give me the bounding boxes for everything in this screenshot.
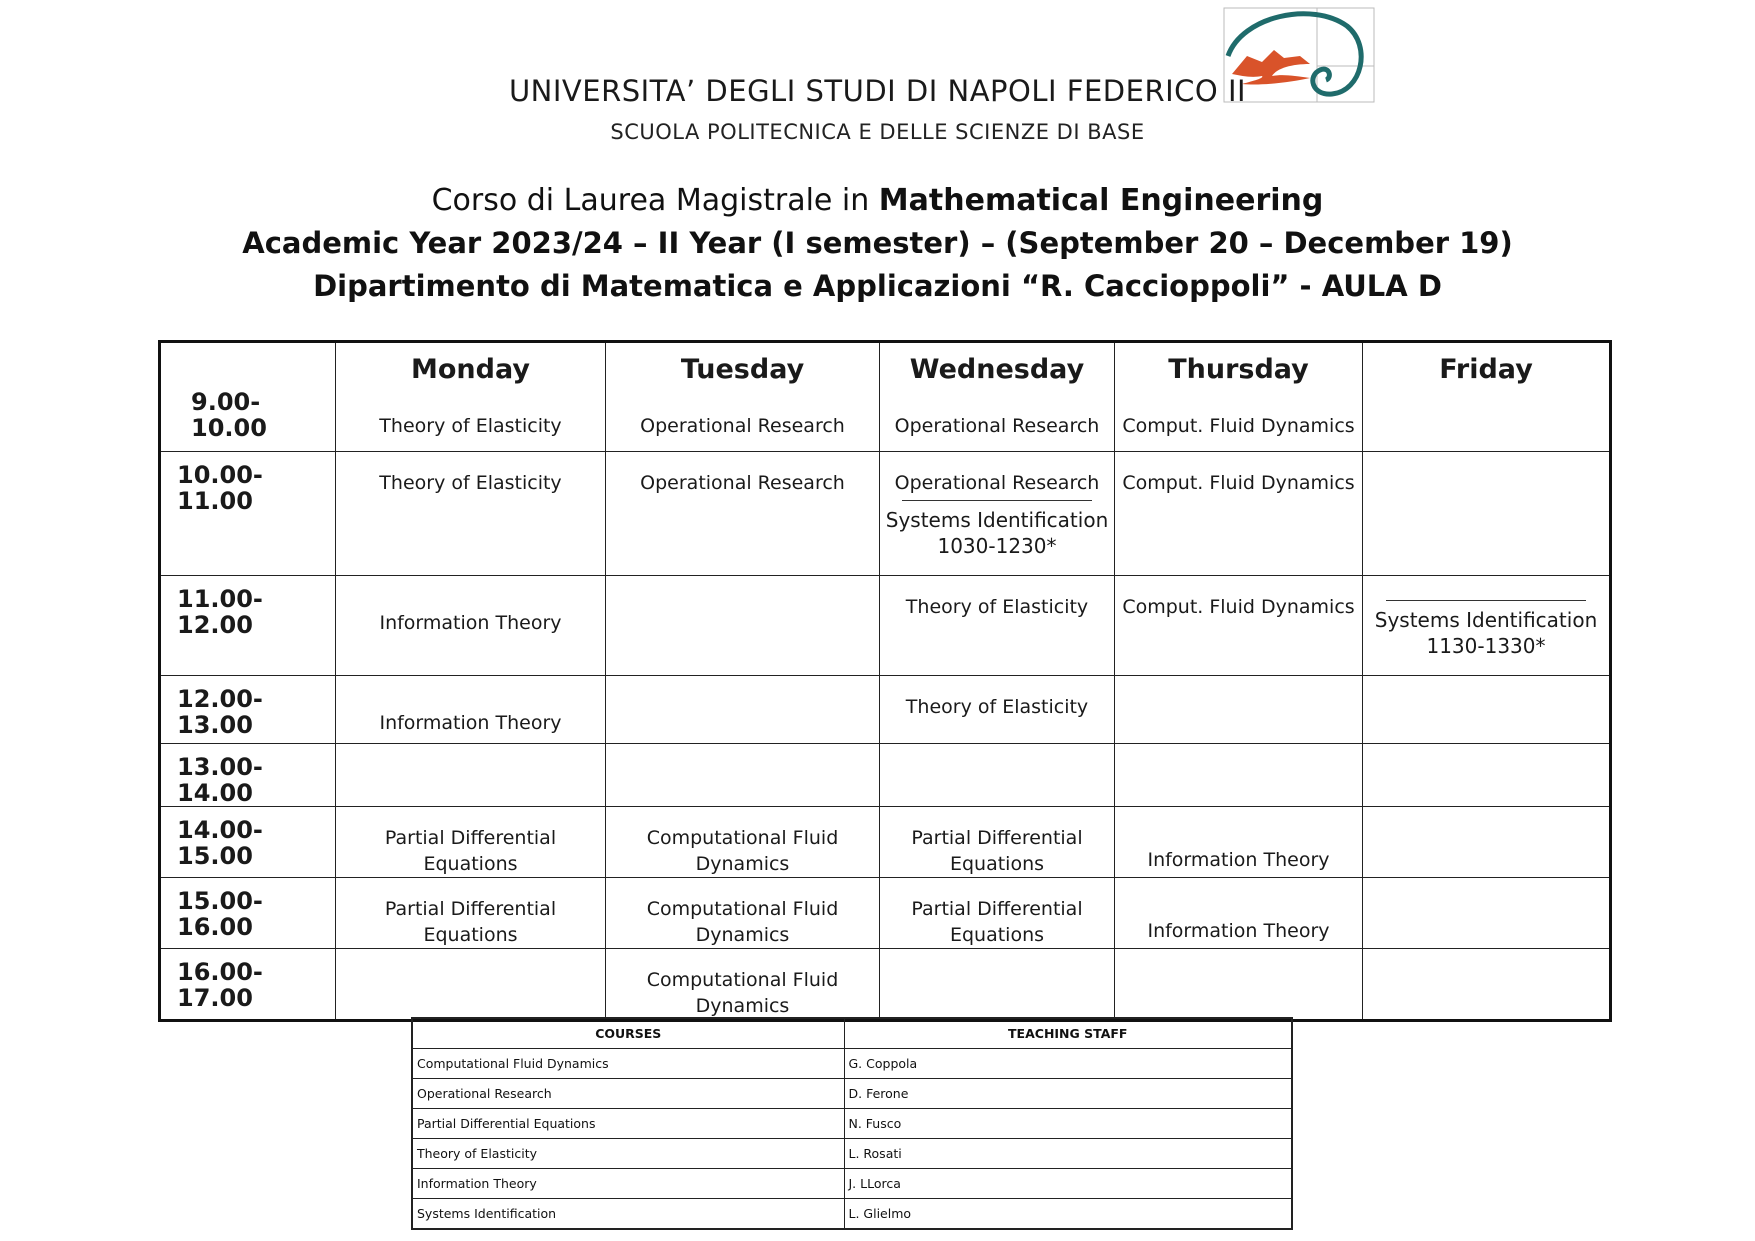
staff-row [412,1109,1292,1139]
schedule-cell-monday [336,744,606,807]
schedule-cell-monday [336,949,606,1021]
teacher-name-cell: J. LLorca [844,1169,1292,1199]
day-header-thursday: Thursday [1168,354,1309,385]
schedule-cell-friday [1363,342,1611,452]
schedule-cell-wednesday [880,807,1115,878]
schedule-cell-tuesday [606,949,880,1021]
schedule-cell-friday [1363,878,1611,949]
course-name-cell: Theory of Elasticity [412,1139,844,1169]
course-entry: 1130-1330* [1426,634,1546,658]
course-entry: Dynamics [695,995,790,1017]
school-name: SCUOLA POLITECNICA E DELLE SCIENZE DI BASE [610,120,1145,144]
schedule-row [160,744,1611,807]
schedule-cell-thursday [1115,576,1363,676]
staff-row [412,1049,1292,1079]
course-name-cell: Partial Differential Equations [412,1109,844,1139]
university-name: UNIVERSITA’ DEGLI STUDI DI NAPOLI FEDERICO II [508,74,1247,108]
course-name-cell: Operational Research [412,1079,844,1109]
course-entry: Systems Identification [885,508,1109,532]
course-name: Mathematical Engineering [878,183,1324,218]
course-entry: Computational Fluid [646,969,839,991]
course-name-cell: Systems Identification [412,1199,844,1230]
teaching-staff-table [411,1017,1293,1230]
schedule-cell-monday [336,576,606,676]
course-entry: Operational Research [640,415,845,437]
schedule-cell-wednesday [880,452,1115,576]
schedule-cell-monday [336,452,606,576]
course-entry: Systems Identification [1374,608,1598,632]
teacher-name-cell: L. Glielmo [844,1199,1292,1230]
course-entry: Operational Research [640,472,845,494]
course-entry: Operational Research [894,472,1100,494]
schedule-row [160,452,1611,576]
course-entry: Computational Fluid [646,898,839,920]
teacher-name-cell: D. Ferone [844,1079,1292,1109]
schedule-row [160,807,1611,878]
course-entry: Equations [949,853,1045,875]
schedule-cell-thursday [1115,878,1363,949]
time-slot: 10.00-11.00 [160,452,336,576]
schedule-cell-friday [1363,676,1611,744]
department: Dipartimento di Matematica e Applicazioni “R. Caccioppoli” - AULA D [313,269,1442,303]
course-entry: Equations [423,924,518,946]
course-entry: Computational Fluid [646,827,839,849]
course-entry: Theory of Elasticity [379,472,562,494]
schedule-cell-wednesday [880,878,1115,949]
separator-line [902,500,1092,501]
schedule-cell-tuesday [606,576,880,676]
schedule-cell-tuesday [606,676,880,744]
course-entry: Comput. Fluid Dynamics [1122,472,1355,494]
course-entry: Theory of Elasticity [905,696,1089,718]
schedule-cell-wednesday [880,744,1115,807]
staff-row [412,1079,1292,1109]
course-entry: Theory of Elasticity [379,415,562,437]
academic-year: Academic Year 2023/24 – II Year (I semester) – (September 20 – December 19) [242,226,1513,260]
course-entry: Information Theory [379,712,562,734]
schedule-cell-friday [1363,452,1611,576]
course-entry: Comput. Fluid Dynamics [1122,415,1355,437]
course-name-cell: Information Theory [412,1169,844,1199]
course-name-cell: Computational Fluid Dynamics [412,1049,844,1079]
course-entry: Partial Differential [384,898,557,920]
time-slot: 11.00-12.00 [160,576,336,676]
schedule-cell-wednesday [880,576,1115,676]
time-slot: 14.00-15.00 [160,807,336,878]
courses-header: COURSES [412,1018,844,1049]
course-entry: Information Theory [1147,849,1330,871]
course-entry: Equations [949,924,1045,946]
course-entry: 1030-1230* [937,534,1057,558]
schedule-row [160,576,1611,676]
time-slot: 15.00-16.00 [160,878,336,949]
schedule-cell-friday [1363,807,1611,878]
time-slot: 16.00-17.00 [160,949,336,1021]
course-title: Corso di Laurea Magistrale in Mathematical Engineering [431,183,1324,218]
schedule-row [160,878,1611,949]
schedule-cell-tuesday [606,878,880,949]
course-entry: Partial Differential [911,898,1083,920]
schedule-cell-thursday [1115,342,1363,452]
schedule-cell-tuesday [606,807,880,878]
time-slot: 12.00-13.00 [160,676,336,744]
schedule-row [160,676,1611,744]
course-entry: Dynamics [695,924,790,946]
course-entry: Partial Differential [911,827,1083,849]
schedule-cell-monday [336,342,606,452]
course-entry: Operational Research [894,415,1100,437]
course-entry: Information Theory [379,612,562,634]
schedule-cell-wednesday [880,676,1115,744]
schedule-cell-tuesday [606,452,880,576]
schedule-cell-monday [336,676,606,744]
schedule-row [160,949,1611,1021]
schedule-cell-wednesday [880,949,1115,1021]
staff-header-row [412,1018,1292,1049]
staff-row [412,1169,1292,1199]
course-entry: Information Theory [1147,920,1330,942]
schedule-cell-wednesday [880,342,1115,452]
course-entry: Partial Differential [384,827,557,849]
schedule-table [158,340,1612,1022]
schedule-cell-monday [336,807,606,878]
staff-row [412,1199,1292,1230]
schedule-cell-friday [1363,949,1611,1021]
day-header-tuesday: Tuesday [680,354,805,385]
teacher-name-cell: N. Fusco [844,1109,1292,1139]
schedule-row [160,342,1611,452]
teacher-name-cell: G. Coppola [844,1049,1292,1079]
course-entry: Comput. Fluid Dynamics [1122,596,1355,618]
teaching-staff-header: TEACHING STAFF [844,1018,1292,1049]
schedule-cell-thursday [1115,452,1363,576]
schedule-cell-tuesday [606,342,880,452]
teacher-name-cell: L. Rosati [844,1139,1292,1169]
day-header-wednesday: Wednesday [909,354,1085,385]
course-entry: Dynamics [695,853,790,875]
schedule-cell-friday [1363,576,1611,676]
schedule-cell-monday [336,878,606,949]
schedule-cell-friday [1363,744,1611,807]
day-header-monday: Monday [411,354,530,385]
course-entry: Theory of Elasticity [905,596,1089,618]
day-header-friday: Friday [1439,354,1533,385]
schedule-cell-thursday [1115,744,1363,807]
university-logo-icon [1222,6,1376,104]
schedule-cell-thursday [1115,676,1363,744]
schedule-cell-thursday [1115,949,1363,1021]
schedule-cell-thursday [1115,807,1363,878]
separator-line [1386,600,1586,601]
staff-row [412,1139,1292,1169]
time-slot: 13.00-14.00 [160,744,336,807]
schedule-cell-tuesday [606,744,880,807]
course-entry: Equations [423,853,518,875]
time-slot: 9.00-10.00 [160,342,336,452]
